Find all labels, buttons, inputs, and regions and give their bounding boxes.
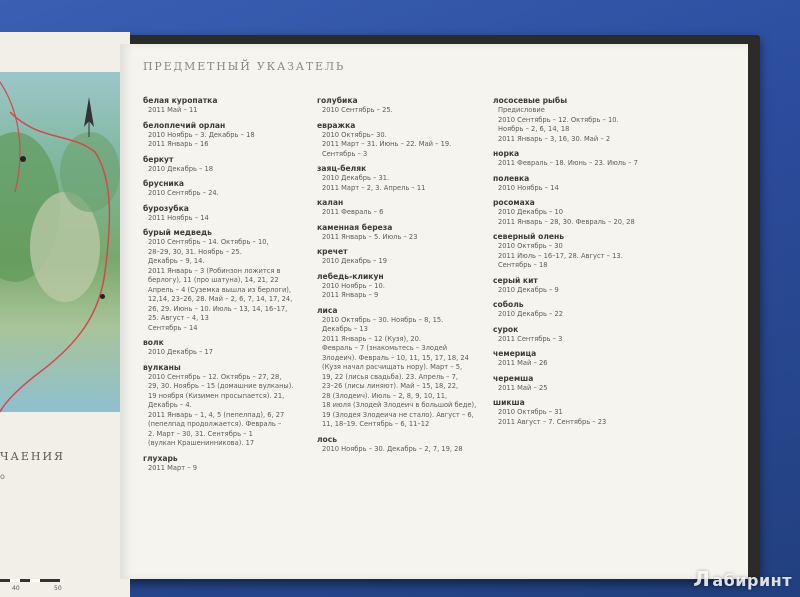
index-term: северный олень bbox=[493, 232, 565, 241]
index-entry bbox=[493, 325, 668, 345]
index-term: чемерица bbox=[493, 349, 537, 358]
index-reference: 2010 Сентябрь – 24. bbox=[148, 189, 219, 197]
index-reference: 2011 Ноябрь – 14 bbox=[148, 213, 209, 222]
index-reference: 2011 Январь – 16 bbox=[148, 140, 209, 148]
index-reference: 23–26 (лисы линяют). Май – 15, 18, 22, bbox=[322, 382, 459, 390]
index-term: лососевые рыбы bbox=[493, 96, 568, 105]
index-reference: 26, 29. Июнь – 10. Июль – 13, 14, 16–17, bbox=[148, 304, 288, 313]
index-term: вулканы bbox=[143, 362, 181, 372]
index-reference: 2011 Август – 7. Сентябрь – 23 bbox=[498, 417, 607, 426]
legend-heading: ЧАЕНИЯ bbox=[0, 450, 65, 463]
index-reference: Предисловие bbox=[498, 106, 545, 114]
index-entry bbox=[143, 204, 313, 224]
index-entry bbox=[317, 164, 487, 193]
index-entry bbox=[493, 374, 668, 394]
index-reference: 2011 Февраль – 6 bbox=[322, 208, 384, 216]
index-reference: 19, 22 (лисья свадьба). 23. Апрель – 7, bbox=[322, 372, 459, 381]
index-reference: Ноябрь – 2, 6, 14, 18 bbox=[498, 125, 570, 133]
index-reference: 2010 Октябрь – 31 bbox=[498, 408, 563, 416]
index-entry bbox=[143, 179, 313, 199]
index-entry bbox=[317, 435, 487, 455]
index-reference: 18 июля (Злодей Злодеич в большой беде), bbox=[322, 401, 477, 409]
index-reference: 2011 Январь – 1, 4, 5 (пепелпад), 6, 27 bbox=[148, 410, 285, 419]
index-reference: 2011 Январь – 12 (Кузя), 20. bbox=[322, 334, 422, 343]
index-reference: 2010 Декабрь – 31. bbox=[322, 174, 390, 182]
index-reference: 28–29, 30, 31. Ноябрь – 25. bbox=[148, 247, 242, 256]
index-reference: 28 (Злодеич). Июль – 2, 8, 9, 10, 11, bbox=[322, 391, 448, 400]
watermark-text: абиринт bbox=[712, 571, 792, 590]
scale-label: 40 bbox=[12, 585, 20, 592]
index-term: заяц-беляк bbox=[317, 164, 367, 173]
index-term: белоплечий орлан bbox=[143, 120, 226, 130]
index-reference: Злодеич). Февраль – 10, 11, 15, 17, 18, 24 bbox=[322, 353, 469, 362]
index-entry bbox=[493, 96, 668, 144]
index-reference: 29, 30. Ноябрь – 15 (домашние вулканы). bbox=[148, 382, 294, 390]
index-reference: 2011 Март – 2, 3. Апрель – 11 bbox=[322, 183, 426, 192]
index-term: белая куропатка bbox=[143, 96, 218, 105]
index-term: евражка bbox=[317, 120, 356, 130]
index-entry bbox=[143, 155, 313, 175]
index-reference: 2010 Декабрь – 22 bbox=[498, 310, 564, 318]
index-term: брусника bbox=[143, 179, 185, 188]
index-entry bbox=[493, 232, 668, 271]
index-term: глухарь bbox=[143, 453, 178, 463]
index-reference: Декабрь – 4. bbox=[148, 401, 192, 409]
index-entry bbox=[493, 174, 668, 194]
index-term: шикша bbox=[493, 398, 525, 407]
index-reference: 2011 Май – 25 bbox=[498, 383, 548, 392]
index-reference: 2011 Сентябрь – 3 bbox=[498, 334, 563, 343]
left-map-page bbox=[0, 32, 130, 597]
index-column bbox=[143, 96, 313, 478]
index-entry bbox=[143, 121, 313, 150]
index-entry bbox=[143, 338, 313, 358]
index-entry bbox=[143, 454, 313, 474]
index-reference: 2010 Сентябрь – 14. Октябрь – 10, bbox=[148, 238, 269, 246]
index-entry bbox=[493, 276, 668, 296]
index-entry bbox=[493, 398, 668, 427]
index-term: росомаха bbox=[493, 198, 535, 207]
index-reference: 2010 Декабрь – 10 bbox=[498, 208, 564, 216]
index-reference: 2010 Сентябрь – 25. bbox=[322, 106, 393, 114]
index-term: калан bbox=[317, 198, 344, 207]
index-term: беркут bbox=[143, 154, 174, 164]
index-reference: 11, 18–19. Сентябрь – 6, 11–12 bbox=[322, 420, 430, 428]
index-reference: 2010 Декабрь – 18 bbox=[148, 164, 214, 173]
index-reference: Сентябрь – 3 bbox=[322, 149, 368, 158]
index-reference: 2010 Декабрь – 9 bbox=[498, 285, 559, 294]
town-marker-icon bbox=[100, 294, 105, 299]
index-entry bbox=[317, 223, 487, 243]
index-entry bbox=[493, 149, 668, 169]
index-entry bbox=[317, 96, 487, 116]
index-reference: 2011 Январь – 3, 16, 30. Май – 2 bbox=[498, 134, 611, 143]
index-term: кречет bbox=[317, 247, 348, 256]
index-entry bbox=[143, 363, 313, 449]
index-term: голубика bbox=[317, 96, 358, 105]
index-term: каменная береза bbox=[317, 222, 393, 232]
index-reference: Декабрь – 13 bbox=[322, 325, 368, 333]
town-marker-icon bbox=[20, 156, 26, 162]
index-reference: 2010 Декабрь – 19 bbox=[322, 257, 388, 265]
labirint-watermark bbox=[693, 567, 792, 591]
index-reference: 2010 Декабрь – 17 bbox=[148, 348, 214, 356]
index-entry bbox=[317, 198, 487, 218]
index-reference: 2011 Май – 11 bbox=[148, 106, 198, 114]
index-term: бурозубка bbox=[143, 203, 189, 213]
index-entry bbox=[143, 96, 313, 116]
index-reference: Сентябрь – 18 bbox=[498, 261, 548, 269]
index-term: лебедь-кликун bbox=[317, 271, 384, 281]
index-column bbox=[493, 96, 668, 432]
index-reference: 2011 Январь – 5. Июль – 23 bbox=[322, 232, 418, 241]
index-entry bbox=[493, 349, 668, 369]
map-boundary-lines bbox=[0, 72, 125, 412]
index-reference: 2011 Март – 31. Июнь – 22. Май – 19. bbox=[322, 140, 452, 148]
index-reference: 2. Март – 30, 31. Сентябрь – 1 bbox=[148, 429, 253, 438]
index-reference: 19 (Злодея Злодеича не стало). Август – 6, bbox=[322, 410, 474, 419]
index-entry bbox=[143, 228, 313, 333]
page-title: ПРЕДМЕТНЫЙ УКАЗАТЕЛЬ bbox=[143, 60, 346, 73]
index-reference: 2010 Октябрь– 30. bbox=[322, 130, 387, 139]
index-reference: 2010 Ноябрь – 10. bbox=[322, 281, 385, 290]
legend-text-fragment: о bbox=[0, 472, 5, 481]
index-reference: 2010 Ноябрь – 3. Декабрь – 18 bbox=[148, 130, 255, 139]
index-reference: 2011 Январь – 9 bbox=[322, 291, 379, 299]
index-reference: 2011 Май – 26 bbox=[498, 359, 548, 367]
index-reference: Декабрь – 9, 14. bbox=[148, 257, 205, 265]
index-entry bbox=[317, 306, 487, 430]
index-reference: 2010 Октябрь – 30. Ноябрь – 8, 15. bbox=[322, 315, 444, 324]
index-reference: (пепелпад продолжается). Февраль – bbox=[148, 420, 282, 428]
index-term: серый кит bbox=[493, 275, 538, 285]
index-term: соболь bbox=[493, 300, 524, 309]
index-entry bbox=[317, 247, 487, 267]
index-reference: 2011 Март – 9 bbox=[148, 463, 198, 472]
index-term: черемша bbox=[493, 373, 534, 383]
index-reference: 2010 Ноябрь – 30. Декабрь – 2, 7, 19, 28 bbox=[322, 444, 463, 453]
index-reference: Сентябрь – 14 bbox=[148, 323, 198, 332]
index-entry bbox=[317, 272, 487, 301]
kamchatka-map-image bbox=[0, 72, 125, 412]
scale-label: 50 bbox=[54, 585, 62, 592]
index-entry bbox=[493, 300, 668, 320]
index-reference: 2011 Январь – 28, 30. Февраль – 20, 28 bbox=[498, 217, 635, 226]
index-reference: 2011 Июль – 16–17, 28. Август – 13. bbox=[498, 251, 623, 260]
index-reference: Февраль – 7 (знакомьтесь – Злодей bbox=[322, 344, 448, 352]
index-term: бурый медведь bbox=[143, 228, 212, 237]
index-reference: 2010 Сентябрь – 12. Октябрь – 27, 28, bbox=[148, 372, 282, 381]
index-term: сурок bbox=[493, 324, 519, 334]
index-entry bbox=[317, 121, 487, 160]
index-reference: (вулкан Крашенинникова). 17 bbox=[148, 439, 255, 447]
index-column bbox=[317, 96, 487, 459]
index-reference: Апрель – 4 (Суземка вышла из берлоги), bbox=[148, 285, 292, 294]
index-reference: 2011 Январь – 3 (Робинзон ложится в bbox=[148, 266, 281, 275]
index-reference: 25. Август – 4, 13 bbox=[148, 314, 209, 322]
index-term: лось bbox=[317, 434, 338, 444]
index-term: волк bbox=[143, 338, 164, 347]
index-page bbox=[120, 44, 748, 579]
index-reference: (Кузя начал расчищать нору). Март – 5, bbox=[322, 363, 463, 371]
index-reference: 2010 Октябрь – 30 bbox=[498, 242, 563, 250]
index-term: лиса bbox=[317, 305, 338, 315]
index-term: полевка bbox=[493, 173, 530, 183]
index-reference: берлогу), 11 (про шатуна), 14, 21, 22 bbox=[148, 276, 279, 284]
index-entry bbox=[493, 198, 668, 227]
index-reference: 12,14, 23–26, 28. Май – 2, 6, 7, 14, 17, 24, bbox=[148, 295, 293, 303]
index-reference: 2011 Февраль – 18. Июнь – 23. Июль – 7 bbox=[498, 159, 638, 167]
index-term: норка bbox=[493, 149, 520, 158]
index-reference: 2010 Сентябрь – 12. Октябрь – 10. bbox=[498, 115, 619, 124]
labirint-logo-icon: Л bbox=[693, 567, 711, 591]
map-scale-bar bbox=[0, 577, 60, 585]
index-reference: 19 ноября (Кизимен просыпается). 21, bbox=[148, 391, 285, 400]
index-reference: 2010 Ноябрь – 14 bbox=[498, 183, 559, 192]
north-arrow-icon bbox=[82, 97, 96, 141]
